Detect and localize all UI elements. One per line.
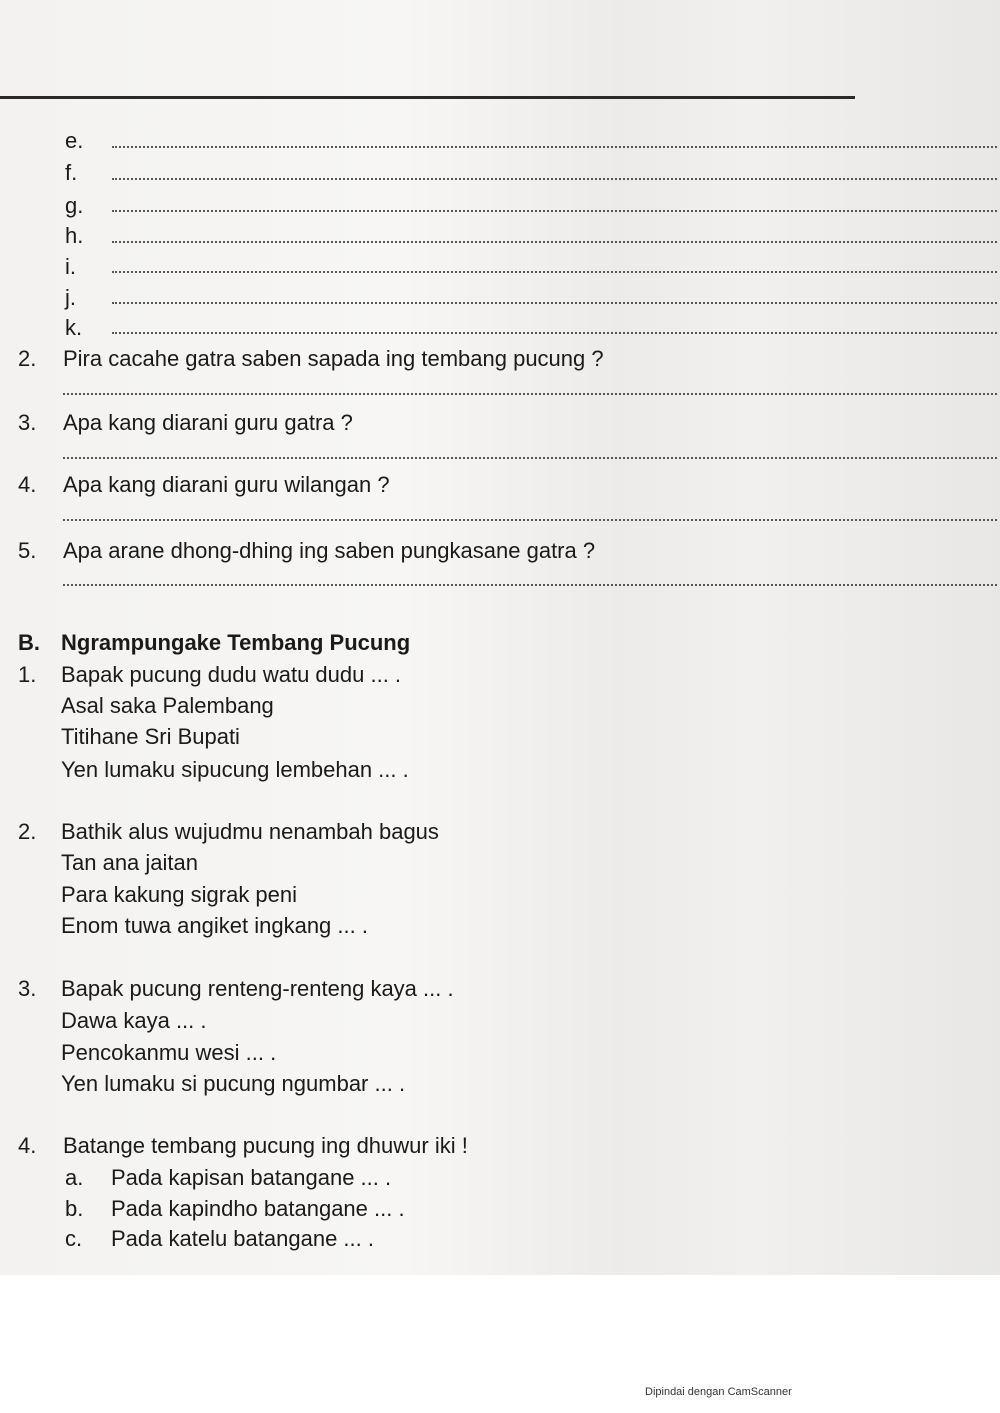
blank-letter-g: g. [65,193,84,218]
stanza-number: 3. [18,976,37,1001]
answer-line[interactable] [63,457,997,459]
question-text: Apa kang diarani guru wilangan ? [63,472,390,497]
answer-line-e[interactable] [112,146,997,148]
question-text: Batange tembang pucung ing dhuwur iki ! [63,1133,468,1158]
stanza-number: 2. [18,819,37,844]
question-text: Pira cacahe gatra saben sapada ing tembang pucung ? [63,346,604,371]
section-title: Ngrampungake Tembang Pucung [61,630,411,655]
scanner-watermark: Dipindai dengan CamScanner [645,1386,792,1398]
item-letter: a. [65,1165,84,1190]
item-text: Pada kapindho batangane ... . [111,1196,405,1221]
item-text: Pada kapisan batangane ... . [111,1165,392,1190]
verse-line: Enom tuwa angiket ingkang ... . [61,913,368,938]
verse-line: Yen lumaku si pucung ngumbar ... . [61,1071,406,1096]
blank-letter-h: h. [65,223,84,248]
verse-line: Bathik alus wujudmu nenambah bagus [61,819,439,844]
blank-letter-e: e. [65,128,84,153]
blank-letter-j: j. [65,285,76,310]
question-number: 3. [18,410,37,435]
verse-line: Para kakung sigrak peni [61,882,298,907]
question-text: Apa kang diarani guru gatra ? [63,410,353,435]
answer-line-j[interactable] [112,302,997,304]
blank-letter-k: k. [65,315,83,340]
verse-line: Titihane Sri Bupati [61,724,240,749]
answer-line-i[interactable] [112,271,997,273]
top-divider [0,96,855,99]
answer-line[interactable] [63,519,997,521]
question-number: 2. [18,346,37,371]
verse-line: Asal saka Palembang [61,693,274,718]
question-number: 5. [18,538,37,563]
item-letter: b. [65,1196,84,1221]
verse-line: Pencokanmu wesi ... . [61,1040,277,1065]
answer-line-k[interactable] [112,332,997,334]
blank-letter-i: i. [65,254,76,279]
question-text: Apa arane dhong-dhing ing saben pungkasane gatra ? [63,538,596,563]
stanza-number: 1. [18,662,37,687]
answer-line-h[interactable] [112,241,997,243]
verse-line: Yen lumaku sipucung lembehan ... . [61,757,409,782]
verse-line: Dawa kaya ... . [61,1008,207,1033]
verse-line: Bapak pucung dudu watu dudu ... . [61,662,402,687]
question-number: 4. [18,472,37,497]
verse-line: Bapak pucung renteng-renteng kaya ... . [61,976,454,1001]
answer-line-f[interactable] [112,178,997,180]
verse-line: Tan ana jaitan [61,850,198,875]
blank-letter-f: f. [65,160,78,185]
item-text: Pada katelu batangane ... . [111,1226,374,1251]
answer-line-g[interactable] [112,210,997,212]
answer-line[interactable] [63,393,997,395]
section-label: B. [18,630,40,655]
item-letter: c. [65,1226,83,1251]
answer-line[interactable] [63,584,997,586]
question-number: 4. [18,1133,37,1158]
